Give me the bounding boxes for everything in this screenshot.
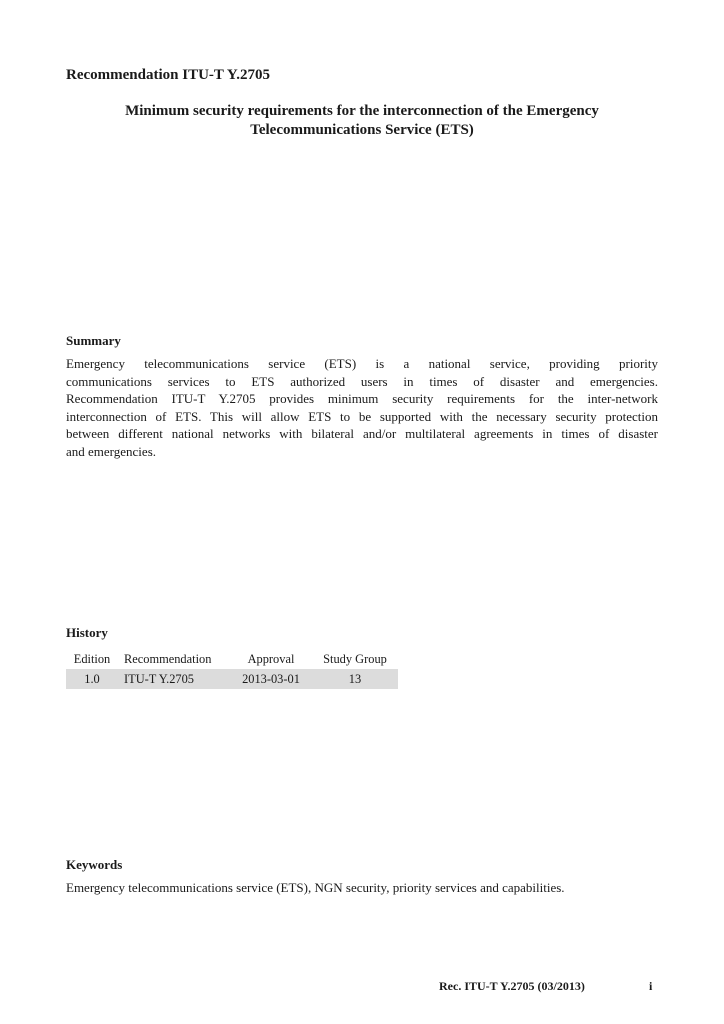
summary-line: communications services to ETS authorized users in times of disaster and emergencies. <box>66 373 658 389</box>
keywords-heading: Keywords <box>66 857 123 872</box>
document-title-line: Telecommunications Service (ETS) <box>250 122 474 138</box>
footer-reference: Rec. ITU-T Y.2705 (03/2013) <box>439 979 585 993</box>
history-header-row <box>66 649 398 669</box>
history-heading: History <box>66 625 108 640</box>
summary-line: Recommendation ITU-T Y.2705 provides minimum security requirements for the inter-network <box>66 391 658 407</box>
summary-heading: Summary <box>66 333 121 348</box>
edition-cell: 1.0 <box>66 669 118 689</box>
approval-date-cell: 2013-03-01 <box>230 669 312 689</box>
summary-line: Emergency telecommunications service (ETS) is a national service, providing priority <box>66 356 658 371</box>
history-table <box>66 649 398 689</box>
column-header-study-group: Study Group <box>323 651 387 666</box>
summary-line: between different national networks with bilateral and/or multilateral agreements in times of disaster <box>66 426 658 442</box>
study-group-cell: 13 <box>312 669 398 689</box>
document-title-line: Minimum security requirements for the interconnection of the Emergency <box>125 103 599 119</box>
page-number: i <box>649 979 653 993</box>
column-header-approval: Approval <box>247 651 295 666</box>
column-header-recommendation: Recommendation <box>124 651 212 666</box>
document-title <box>66 102 658 140</box>
keywords-text: Emergency telecommunications service (ETS), NGN security, priority services and capabilities. <box>66 880 565 895</box>
table-row <box>66 669 398 689</box>
summary-paragraph <box>66 355 658 461</box>
summary-line: interconnection of ETS. This will allow ETS to be supported with the necessary security protection <box>66 408 658 424</box>
summary-line: and emergencies. <box>66 443 156 459</box>
recommendation-cell: ITU-T Y.2705 <box>118 669 230 689</box>
recommendation-number: Recommendation ITU-T Y.2705 <box>66 67 271 83</box>
column-header-edition: Edition <box>73 651 111 666</box>
